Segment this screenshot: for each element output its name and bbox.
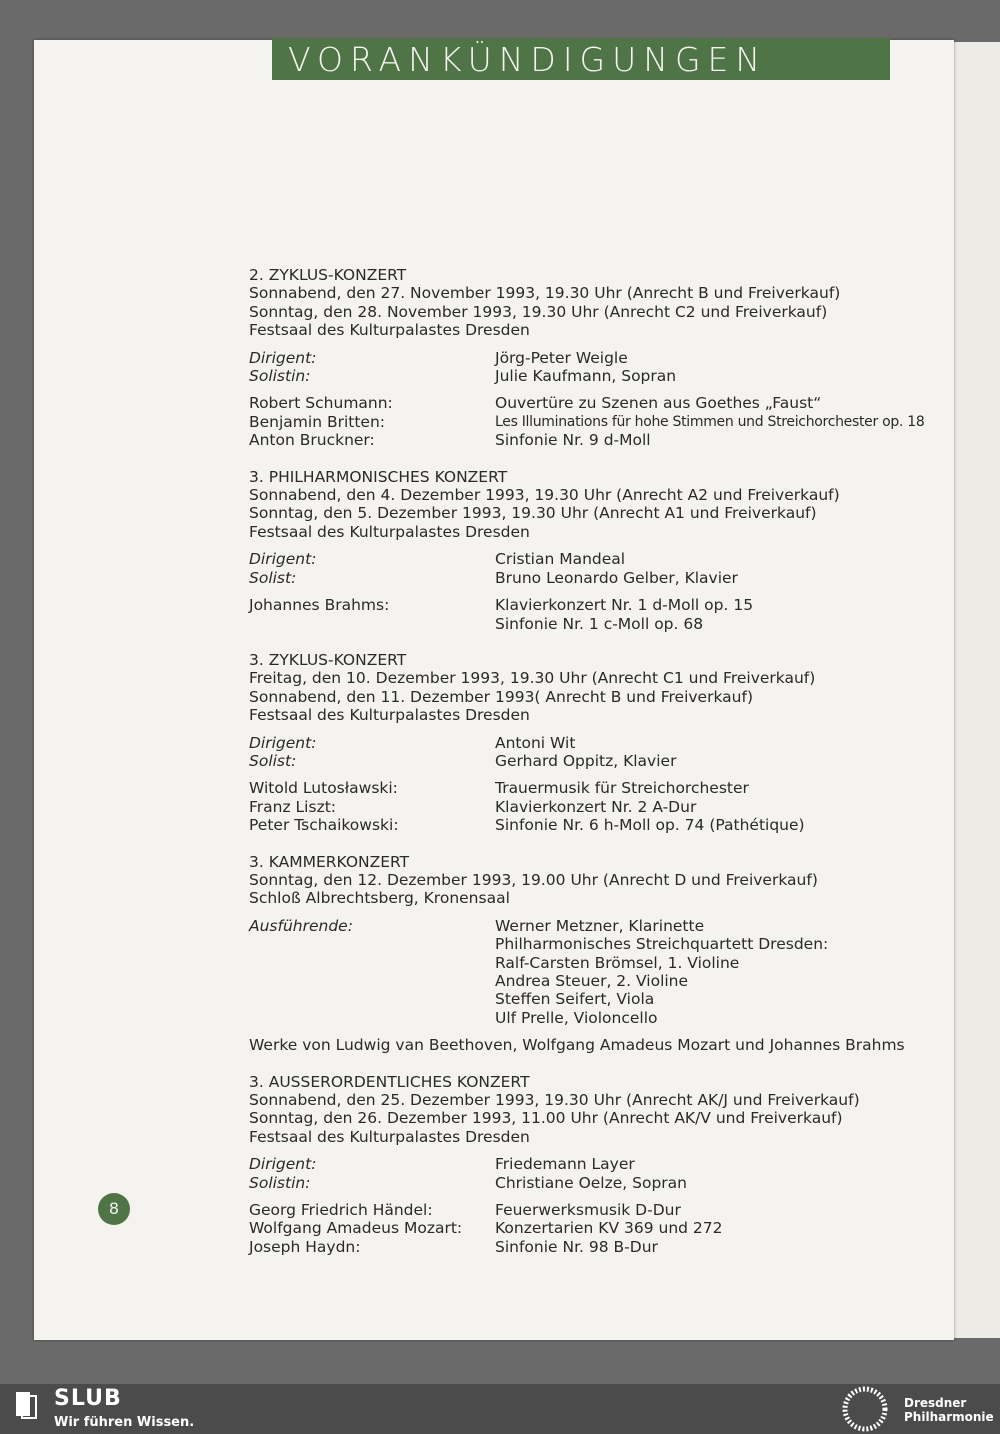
program-row <box>249 798 899 816</box>
program-row <box>249 615 899 633</box>
performer-row <box>249 1009 899 1027</box>
performer-role: Dirigent: <box>249 733 317 752</box>
work: Klavierkonzert Nr. 1 d-Moll op. 15 <box>495 596 754 615</box>
concert-date: Sonnabend, den 25. Dezember 1993, 19.30 Uhr (Anrecht AK/J und Freiverkauf) <box>249 1091 860 1110</box>
program-row <box>249 431 899 449</box>
performer-name: Steffen Seifert, Viola <box>495 990 655 1009</box>
concert-venue: Festsaal des Kulturpalastes Dresden <box>249 321 530 340</box>
concert-venue: Festsaal des Kulturpalastes Dresden <box>249 522 530 541</box>
performer-name: Andrea Steuer, 2. Violine <box>495 972 689 990</box>
performer-row <box>249 917 899 935</box>
performer-role: Solist: <box>249 751 297 770</box>
performer-name: Christiane Oelze, Sopran <box>495 1173 687 1192</box>
concert-venue: Festsaal des Kulturpalastes Dresden <box>249 706 530 725</box>
concert-section <box>249 468 899 633</box>
performer-row <box>249 935 899 953</box>
concert-listing <box>249 266 925 1274</box>
philharmonie-name-line2: Philharmonie <box>904 1410 994 1424</box>
performer-role: Dirigent: <box>249 348 317 367</box>
composer: Joseph Haydn: <box>249 1237 361 1256</box>
concert-date: Sonntag, den 5. Dezember 1993, 19.30 Uhr (Anrecht A1 und Freiverkauf) <box>249 504 817 523</box>
program-row <box>249 596 899 614</box>
composer: Robert Schumann: <box>249 394 393 413</box>
work: Feuerwerksmusik D-Dur <box>495 1201 681 1220</box>
philharmonie-name <box>904 1396 994 1424</box>
program-row <box>249 816 899 834</box>
performer-name: Philharmonisches Streichquartett Dresden: <box>495 935 829 954</box>
concert-date: Sonnabend, den 4. Dezember 1993, 19.30 Uhr (Anrecht A2 und Freiverkauf) <box>249 486 840 505</box>
performer-row <box>249 752 899 770</box>
performer-row <box>249 972 899 990</box>
performer-name: Cristian Mandeal <box>495 550 626 569</box>
program-note: Werke von Ludwig van Beethoven, Wolfgang Amadeus Mozart und Johannes Brahms <box>249 1036 905 1055</box>
work: Trauermusik für Streichorchester <box>495 779 749 798</box>
performer-role: Solistin: <box>249 367 311 386</box>
work: Klavierkonzert Nr. 2 A-Dur <box>495 797 697 816</box>
concert-section <box>249 266 925 450</box>
work: Ouvertüre zu Szenen aus Goethes „Faust“ <box>495 394 822 413</box>
performer-role: Solistin: <box>249 1173 311 1192</box>
program-row <box>249 1238 899 1256</box>
slub-logo-icon <box>14 1390 40 1420</box>
performer-row <box>249 1155 899 1173</box>
header-band <box>272 38 890 80</box>
concert-date: Sonntag, den 12. Dezember 1993, 19.00 Uhr (Anrecht D und Freiverkauf) <box>249 870 818 889</box>
performer-role: Dirigent: <box>249 1155 317 1174</box>
composer: Anton Bruckner: <box>249 431 375 450</box>
performer-row <box>249 349 899 367</box>
performer-row <box>249 367 899 385</box>
concert-title: 3. ZYKLUS-KONZERT <box>249 650 407 669</box>
concert-date: Sonnabend, den 11. Dezember 1993( Anrecht B und Freiverkauf) <box>249 687 753 706</box>
composer: Benjamin Britten: <box>249 412 386 431</box>
performer-role: Solist: <box>249 568 297 587</box>
program-row <box>249 412 925 431</box>
philharmonie-logo-icon <box>842 1386 888 1432</box>
philharmonie-name-line1: Dresdner <box>904 1396 967 1410</box>
slub-name: SLUB <box>54 1386 122 1411</box>
composer: Peter Tschaikowski: <box>249 816 399 835</box>
program-row <box>249 1201 899 1219</box>
performer-name: Werner Metzner, Klarinette <box>495 916 705 935</box>
performer-name: Gerhard Oppitz, Klavier <box>495 751 677 770</box>
composer <box>249 615 495 633</box>
composer: Johannes Brahms: <box>249 596 390 615</box>
page-title: VORANKÜNDIGUNGEN <box>288 40 768 79</box>
program-row <box>249 394 899 412</box>
concert-section <box>249 852 905 1055</box>
composer: Georg Friedrich Händel: <box>249 1201 433 1220</box>
page-number: 8 <box>98 1193 130 1225</box>
performer-role: Ausführende: <box>249 916 353 935</box>
composer: Franz Liszt: <box>249 797 336 816</box>
work: Konzertarien KV 369 und 272 <box>495 1219 723 1238</box>
concert-title: 3. PHILHARMONISCHES KONZERT <box>249 467 508 486</box>
performer-row <box>249 569 899 587</box>
concert-section <box>249 651 899 835</box>
concert-title: 2. ZYKLUS-KONZERT <box>249 266 407 284</box>
concert-date: Sonntag, den 28. November 1993, 19.30 Uhr (Anrecht C2 und Freiverkauf) <box>249 302 828 321</box>
work: Sinfonie Nr. 98 B-Dur <box>495 1237 658 1256</box>
concert-date: Sonnabend, den 27. November 1993, 19.30 Uhr (Anrecht B und Freiverkauf) <box>249 284 841 303</box>
concert-section <box>249 1073 899 1257</box>
composer: Wolfgang Amadeus Mozart: <box>249 1219 463 1238</box>
performer-name: Friedemann Layer <box>495 1155 635 1174</box>
performer-row <box>249 954 899 972</box>
slub-tagline: Wir führen Wissen. <box>54 1415 195 1430</box>
program-row <box>249 779 899 797</box>
performer-name: Ralf-Carsten Brömsel, 1. Violine <box>495 953 740 972</box>
performer-row <box>249 1174 899 1192</box>
concert-title: 3. AUSSERORDENTLICHES KONZERT <box>249 1072 530 1091</box>
performer-row <box>249 734 899 752</box>
performer-name: Antoni Wit <box>495 733 576 752</box>
performer-row <box>249 990 899 1008</box>
work: Sinfonie Nr. 9 d-Moll <box>495 431 651 450</box>
concert-venue: Schloß Albrechtsberg, Kronensaal <box>249 889 510 908</box>
performer-name: Julie Kaufmann, Sopran <box>495 367 677 386</box>
concert-venue: Festsaal des Kulturpalastes Dresden <box>249 1127 530 1146</box>
performer-row <box>249 550 899 568</box>
performer-name: Jörg-Peter Weigle <box>495 348 628 367</box>
concert-title: 3. KAMMERKONZERT <box>249 852 410 871</box>
composer: Witold Lutosławski: <box>249 779 398 798</box>
work: Sinfonie Nr. 6 h-Moll op. 74 (Pathétique) <box>495 816 805 835</box>
work: Les Illuminations für hohe Stimmen und Streichorchester op. 18 <box>495 413 925 430</box>
performer-name: Ulf Prelle, Violoncello <box>495 1008 658 1027</box>
performer-name: Bruno Leonardo Gelber, Klavier <box>495 568 738 587</box>
concert-date: Sonntag, den 26. Dezember 1993, 11.00 Uhr (Anrecht AK/V und Freiverkauf) <box>249 1109 843 1128</box>
work: Sinfonie Nr. 1 c-Moll op. 68 <box>495 614 704 633</box>
concert-date: Freitag, den 10. Dezember 1993, 19.30 Uhr (Anrecht C1 und Freiverkauf) <box>249 669 816 688</box>
performer-role: Dirigent: <box>249 550 317 569</box>
program-row <box>249 1219 899 1237</box>
next-page-edge <box>946 42 1000 1338</box>
